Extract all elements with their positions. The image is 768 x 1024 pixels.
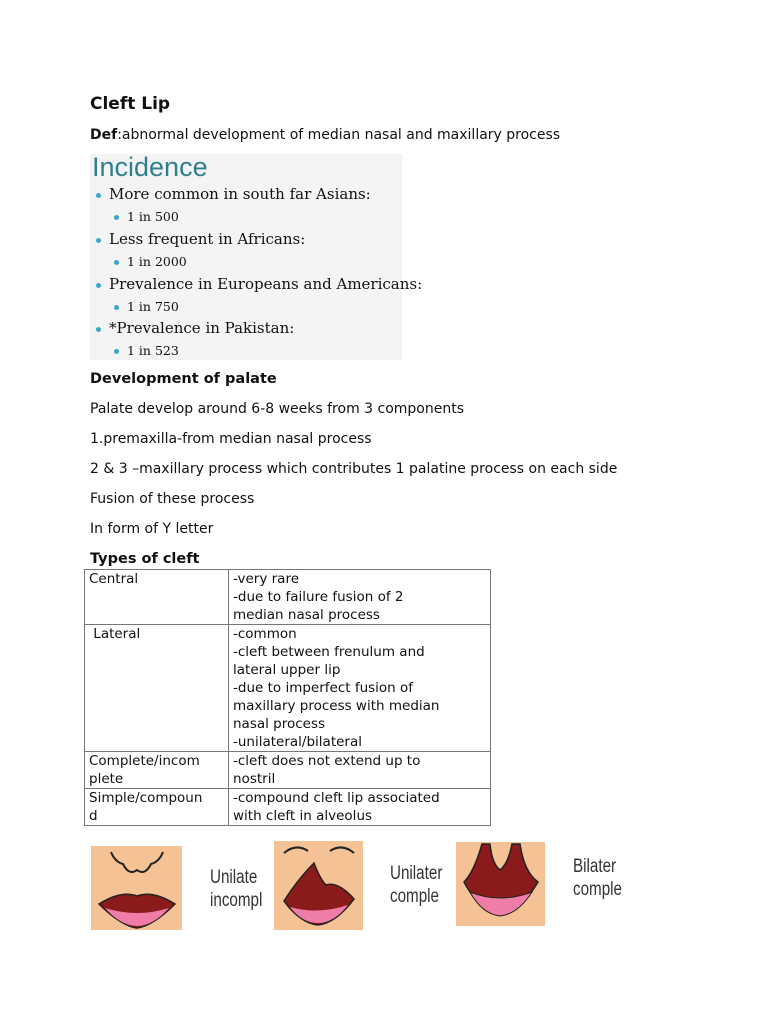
- image-label: Unilate incompl: [210, 867, 263, 911]
- definition: [90, 127, 560, 143]
- bullet-icon: [96, 327, 101, 332]
- development-line: 2 & 3 –maxillary process which contributes 1 palatine process on each side: [90, 461, 618, 477]
- unilateral-complete-illustration: [456, 842, 545, 926]
- incidence-subitem: 1 in 750: [114, 299, 179, 314]
- bullet-icon: [114, 260, 119, 265]
- type-cell: Lateral: [85, 625, 229, 752]
- image-label: Unilater comple: [390, 863, 443, 907]
- table-row: [85, 789, 491, 826]
- types-heading: Types of cleft: [90, 551, 200, 567]
- page-title: Cleft Lip: [90, 94, 171, 114]
- bullet-icon: [114, 215, 119, 220]
- type-cell: Complete/incom plete: [85, 752, 229, 789]
- normal-lip-illustration: [91, 846, 182, 930]
- unilateral-incomplete-illustration: [274, 841, 363, 930]
- incidence-item: *Prevalence in Pakistan:: [96, 319, 294, 337]
- desc-cell: -compound cleft lip associated with cleft in alveolus: [229, 789, 491, 826]
- type-cell: Simple/compoun d: [85, 789, 229, 826]
- development-line: Palate develop around 6-8 weeks from 3 components: [90, 401, 465, 417]
- incidence-image: [90, 152, 423, 360]
- bullet-icon: [96, 193, 101, 198]
- incidence-item: Less frequent in Africans:: [96, 230, 305, 248]
- incidence-subitem: 1 in 523: [114, 343, 179, 358]
- bullet-icon: [96, 238, 101, 243]
- table-row: [85, 625, 491, 752]
- table-row: [85, 752, 491, 789]
- image-label: Bilater comple: [573, 856, 622, 900]
- desc-cell: -common -cleft between frenulum and lateral upper lip -due to imperfect fusion of maxillary process with median nasal process -unilateral/bilateral: [229, 625, 491, 752]
- types-table: [84, 569, 491, 826]
- desc-cell: -very rare -due to failure fusion of 2 median nasal process: [229, 570, 491, 625]
- development-line: In form of Y letter: [90, 521, 214, 537]
- incidence-item: More common in south far Asians:: [96, 185, 371, 203]
- bullet-icon: [96, 283, 101, 288]
- incidence-subitem: 1 in 500: [114, 209, 179, 224]
- bullet-icon: [114, 305, 119, 310]
- development-line: 1.premaxilla-from median nasal process: [90, 431, 372, 447]
- desc-cell: -cleft does not extend up to nostril: [229, 752, 491, 789]
- table-row: [85, 570, 491, 625]
- definition-label: Def: [90, 127, 118, 143]
- development-heading: Development of palate: [90, 371, 277, 387]
- type-cell: Central: [85, 570, 229, 625]
- definition-text: :abnormal development of median nasal and maxillary process: [117, 127, 561, 143]
- development-line: Fusion of these process: [90, 491, 255, 507]
- bullet-icon: [114, 349, 119, 354]
- incidence-title: Incidence: [92, 152, 208, 182]
- incidence-item: Prevalence in Europeans and Americans:: [96, 275, 422, 293]
- incidence-subitem: 1 in 2000: [114, 254, 187, 269]
